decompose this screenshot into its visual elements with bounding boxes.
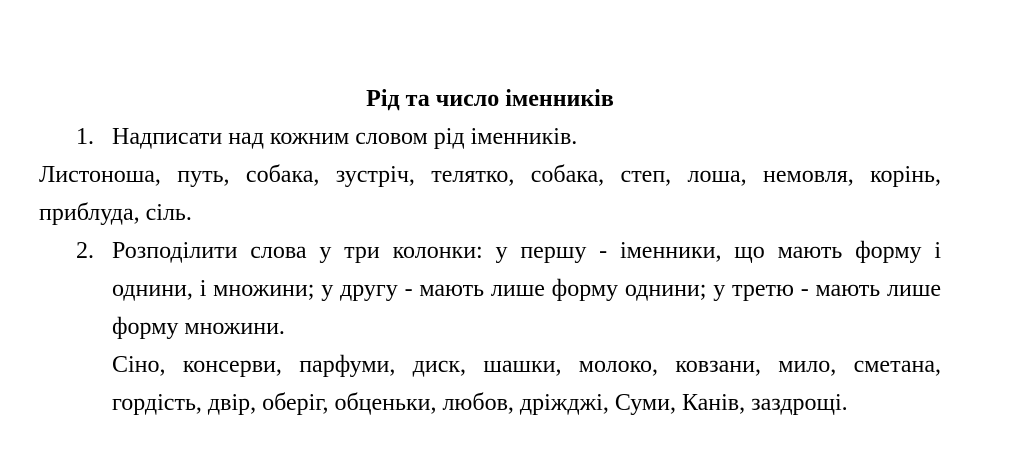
task-2-word-list: Сіно, консерви, парфуми, диск, шашки, молоко, ковзани, мило, сметана, гордість, двір, оберіг, обценьки, любов, дріжджі, Суми, Канів, заздрощі. [112, 352, 941, 416]
task-1-number: 1. [76, 124, 94, 150]
task-1 [39, 118, 941, 156]
task-2-number-cell [39, 232, 112, 270]
document-title: Рід та число іменників [366, 86, 614, 112]
task-2-number: 2. [76, 238, 94, 264]
document-page [39, 80, 941, 422]
task-1-word-list: Листоноша, путь, собака, зустріч, телятко, собака, степ, лоша, немовля, корінь, приблуда, сіль. [39, 162, 941, 226]
task-2-instruction: Розподілити слова у три колонки: у першу - іменники, що мають форму і однини, і множини; у другу - мають лише форму однини; у третю - мають лише форму множини. [112, 238, 941, 340]
task-1-instruction: Надписати над кожним словом рід іменників. [112, 124, 578, 150]
task-1-number-cell [39, 118, 112, 156]
task-2 [39, 232, 941, 346]
